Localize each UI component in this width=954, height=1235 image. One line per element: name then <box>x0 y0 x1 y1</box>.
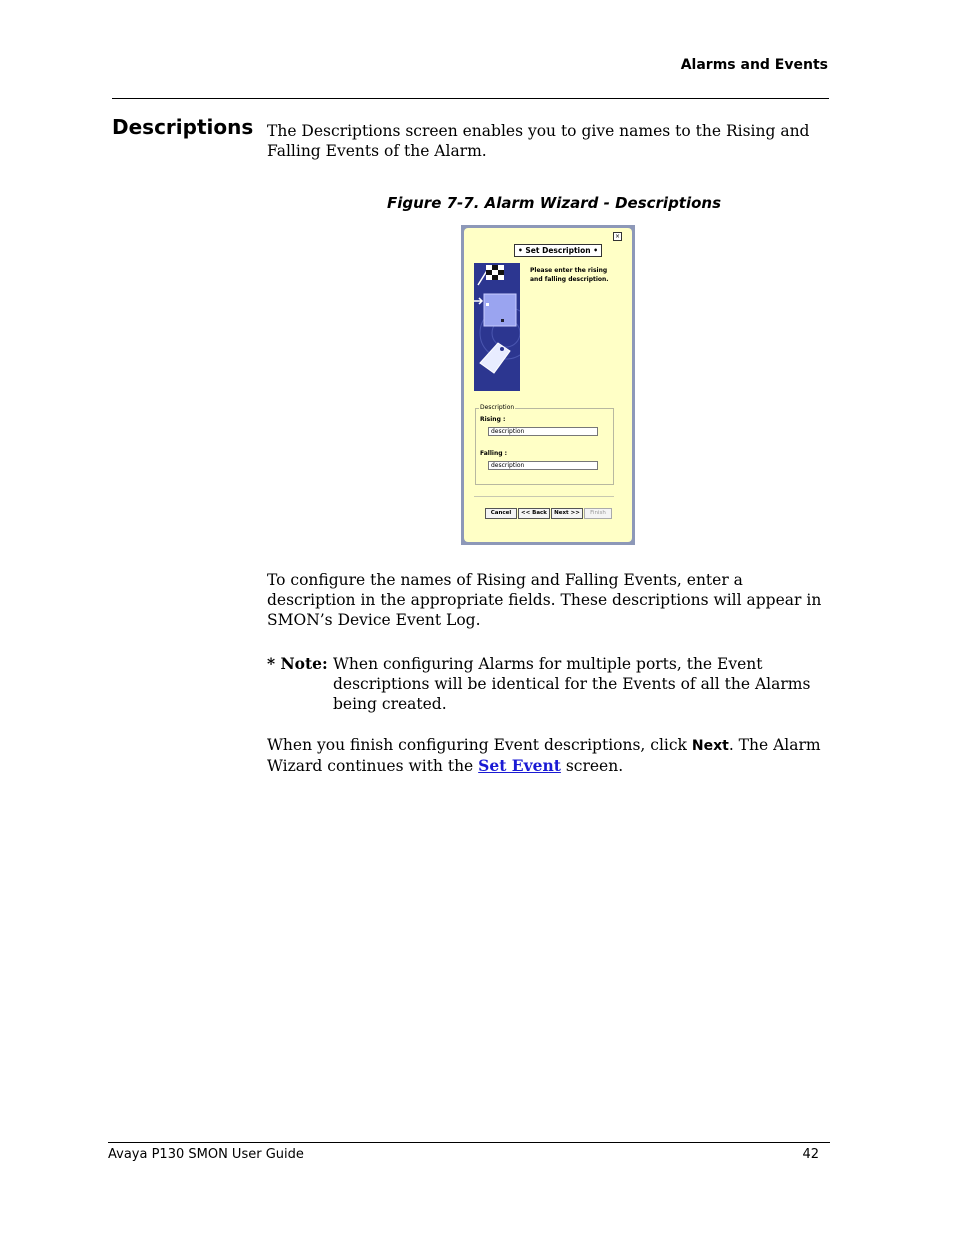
footer-doc-title: Avaya P130 SMON User Guide <box>108 1147 304 1162</box>
back-button[interactable]: << Back <box>518 508 550 519</box>
wizard-title-text: Set Description <box>525 246 591 255</box>
close-icon[interactable]: × <box>614 233 621 240</box>
finish-paragraph-middle: . The Alarm Wizard continues with the <box>267 736 821 775</box>
wizard-button-bar <box>485 508 613 519</box>
cancel-button[interactable]: Cancel <box>485 508 517 519</box>
description-group <box>475 404 614 485</box>
figure-caption: Figure 7-7. Alarm Wizard - Descriptions <box>387 194 722 212</box>
falling-label: Falling : <box>480 450 508 457</box>
intro-paragraph: The Descriptions screen enables you to give names to the Rising and Falling Events of the Alarm. <box>267 122 810 160</box>
rising-label: Rising : <box>480 416 506 423</box>
finish-paragraph-end: screen. <box>560 757 624 775</box>
next-button[interactable]: Next >> <box>551 508 583 519</box>
note-block <box>267 654 829 714</box>
page-number: 42 <box>802 1147 819 1162</box>
wizard-instruction: Please enter the rising and falling description. <box>530 267 609 283</box>
footer-rule <box>108 1142 830 1143</box>
wizard-title: • Set Description • <box>514 244 602 257</box>
wizard-illustration <box>474 263 520 391</box>
description-group-legend: Description <box>480 404 515 411</box>
section-heading: Descriptions <box>112 115 254 139</box>
alarm-wizard-screenshot <box>461 225 635 545</box>
flag-and-tag-icon <box>474 263 520 391</box>
falling-description-input[interactable]: description <box>488 461 598 470</box>
wizard-panel <box>464 228 632 542</box>
note-label: * Note: <box>267 654 328 673</box>
note-text: When configuring Alarms for multiple ports, the Event descriptions will be identical for the Events of all the Alarms being created. <box>333 655 811 713</box>
running-header: Alarms and Events <box>680 57 828 73</box>
next-keyword: Next <box>691 738 729 754</box>
finish-button[interactable]: Finish <box>584 508 612 519</box>
wizard-separator <box>474 496 614 497</box>
set-event-link[interactable]: Set Event <box>478 756 561 775</box>
finish-paragraph <box>267 735 829 776</box>
rising-description-input[interactable]: description <box>488 427 598 436</box>
header-rule <box>112 98 829 99</box>
finish-paragraph-start: When you finish configuring Event descriptions, click <box>267 736 692 754</box>
configure-paragraph: To configure the names of Rising and Falling Events, enter a description in the appropriate fields. These descriptions will appear in SMON’s Device Event Log. <box>267 571 822 629</box>
